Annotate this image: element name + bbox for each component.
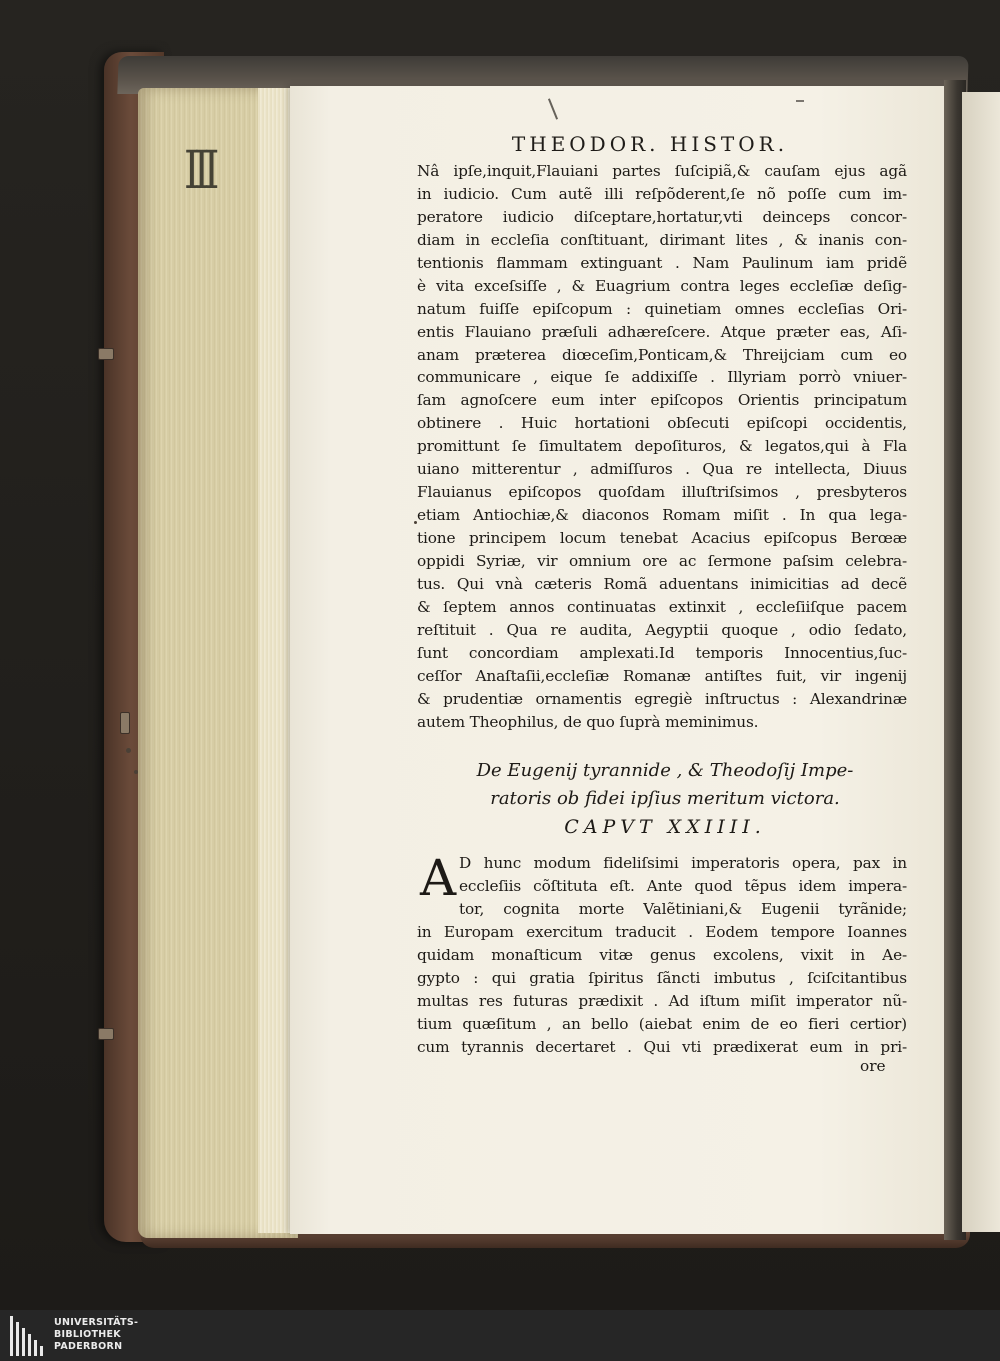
- text-line: quidam monaſticum vitæ genus excolens, vixit in Ae-: [417, 945, 907, 964]
- text-line: ceſſor Anaſtaſii,eccleſiæ Romanæ antiſtes fuit, vir ingenij: [417, 666, 907, 685]
- text-line: & ſeptem annos continuatas extinxit , eccleſiiſque pacem: [417, 597, 907, 616]
- text-line: gypto : qui gratia ſpiritus ſãncti imbutus , ſciſcitantibus: [417, 968, 907, 987]
- text-line: tentionis flammam extinguant . Nam Paulinum iam pridẽ: [417, 253, 907, 272]
- text-line: peratore iudicio diſceptare,hortatur,vti deinceps concor-: [417, 207, 907, 226]
- text-line: Flauianus epiſcopos quoſdam illuſtriſsimos , presbyteros: [417, 483, 907, 502]
- text-line: tium quæſitum , an bello (aiebat enim de eo fieri certior): [417, 1014, 907, 1033]
- text-line: entis Flauiano præſuli adhæreſcere. Atque præter eas, Aſi-: [417, 322, 907, 341]
- text-line: etiam Antiochiæ,& diaconos Romam miſit . In qua lega-: [417, 506, 907, 525]
- text-line: Nâ ipſe,inquit,Flauiani partes ſuſcipiã,& cauſam ejus agã: [417, 162, 907, 180]
- clasp-icon: [98, 348, 114, 360]
- text-line: diam in eccleſia conſtituant, dirimant lites , & inanis con-: [417, 230, 907, 249]
- text-line: ſunt concordiam amplexati.Id temporis Innocentius,ſuc-: [417, 643, 907, 662]
- text-line: uiano mitterentur , admiſſuros . Qua re intellecta, Diuus: [417, 460, 907, 479]
- text-line: in iudicio. Cum autẽ illi reſpõderent,ſe nõ poſſe cum im-: [417, 184, 907, 203]
- text-line: obtinere . Huic hortationi obſecuti epiſcopi occidentis,: [417, 414, 907, 433]
- text-line: anam præterea diœceſim,Ponticam,& Threijciam cum eo: [417, 345, 907, 364]
- text-line: D hunc modum fideliſsimi imperatoris opera, pax in: [459, 854, 907, 872]
- text-line: communicare , eique ſe addixiſſe . Illyriam porrò vniuer-: [417, 368, 907, 387]
- ink-speck: [126, 748, 131, 753]
- chapter-text: [417, 849, 907, 1058]
- shelf-mark-icon: III: [184, 141, 214, 201]
- text-line: multas res futuras prædixit . Ad iſtum miſit imperator nũ-: [417, 991, 907, 1010]
- body-text: [417, 160, 907, 733]
- text-line: reſtituit . Qua re audita, Aegyptii quoque , odio ſedato,: [417, 620, 907, 639]
- library-name-line: PADERBORN: [54, 1341, 123, 1352]
- chapter-heading: ratoris ob fidei ipſius meritum victora.: [490, 788, 840, 809]
- text-line: natum fuiſſe epiſcopum : quinetiam omnes eccleſias Ori-: [417, 299, 907, 318]
- text-line: eccleſiis cõſtituta eſt. Ante quod tẽpus idem impera-: [459, 876, 907, 895]
- text-line: in Europam exercitum traducit . Eodem tempore Ioannes: [417, 922, 907, 941]
- footer-bar: [0, 1310, 1000, 1361]
- text-line: autem Theophilus, de quo ſuprà meminimus.: [417, 712, 759, 731]
- text-line: tus. Qui vnà cæteris Romã aduentans inimicitias ad decẽ: [417, 574, 907, 593]
- library-name: [54, 1317, 138, 1353]
- running-head: THEODOR. HISTOR.: [511, 132, 789, 156]
- ink-speck: [134, 770, 138, 774]
- facing-page-edge: [962, 92, 1000, 1232]
- text-line: cum tyrannis decertaret . Qui vti prædixerat eum in pri-: [417, 1037, 907, 1056]
- text-line: ſam agnoſcere eum inter epiſcopos Orientis principatum: [417, 391, 907, 410]
- text-line: & prudentiæ ornamentis egregiè inſtructus : Alexandrinæ: [417, 689, 907, 708]
- text-line: oppidi Syriæ, vir omnium ore ac ſermone paſsim celebra-: [417, 551, 907, 570]
- clasp-icon: [120, 712, 130, 734]
- library-name-line: UNIVERSITÄTS-: [54, 1317, 139, 1328]
- library-logo-icon: [10, 1316, 48, 1356]
- drop-cap: A: [420, 849, 457, 907]
- text-line: promittunt ſe ſimultatem depoſituros, & legatos,qui à Fla: [417, 437, 907, 456]
- text-line: tione principem locum tenebat Acacius epiſcopus Berœæ: [417, 529, 907, 547]
- chapter-number: CAPVT XXIIII.: [564, 816, 766, 838]
- ink-speck: [414, 521, 417, 524]
- library-name-line: BIBLIOTHEK: [54, 1329, 121, 1340]
- catchword: ore: [860, 1057, 886, 1075]
- chapter-heading: De Eugenij tyrannide , & Theodoſij Impe-: [476, 760, 854, 781]
- clasp-icon: [98, 1028, 114, 1040]
- ink-mark: [796, 100, 804, 102]
- text-line: tor, cognita morte Valẽtiniani,& Eugenii tyrãnide;: [459, 899, 907, 918]
- text-line: è vita exceſsiſſe , & Euagrium contra leges eccleſiæ deſig-: [417, 276, 907, 295]
